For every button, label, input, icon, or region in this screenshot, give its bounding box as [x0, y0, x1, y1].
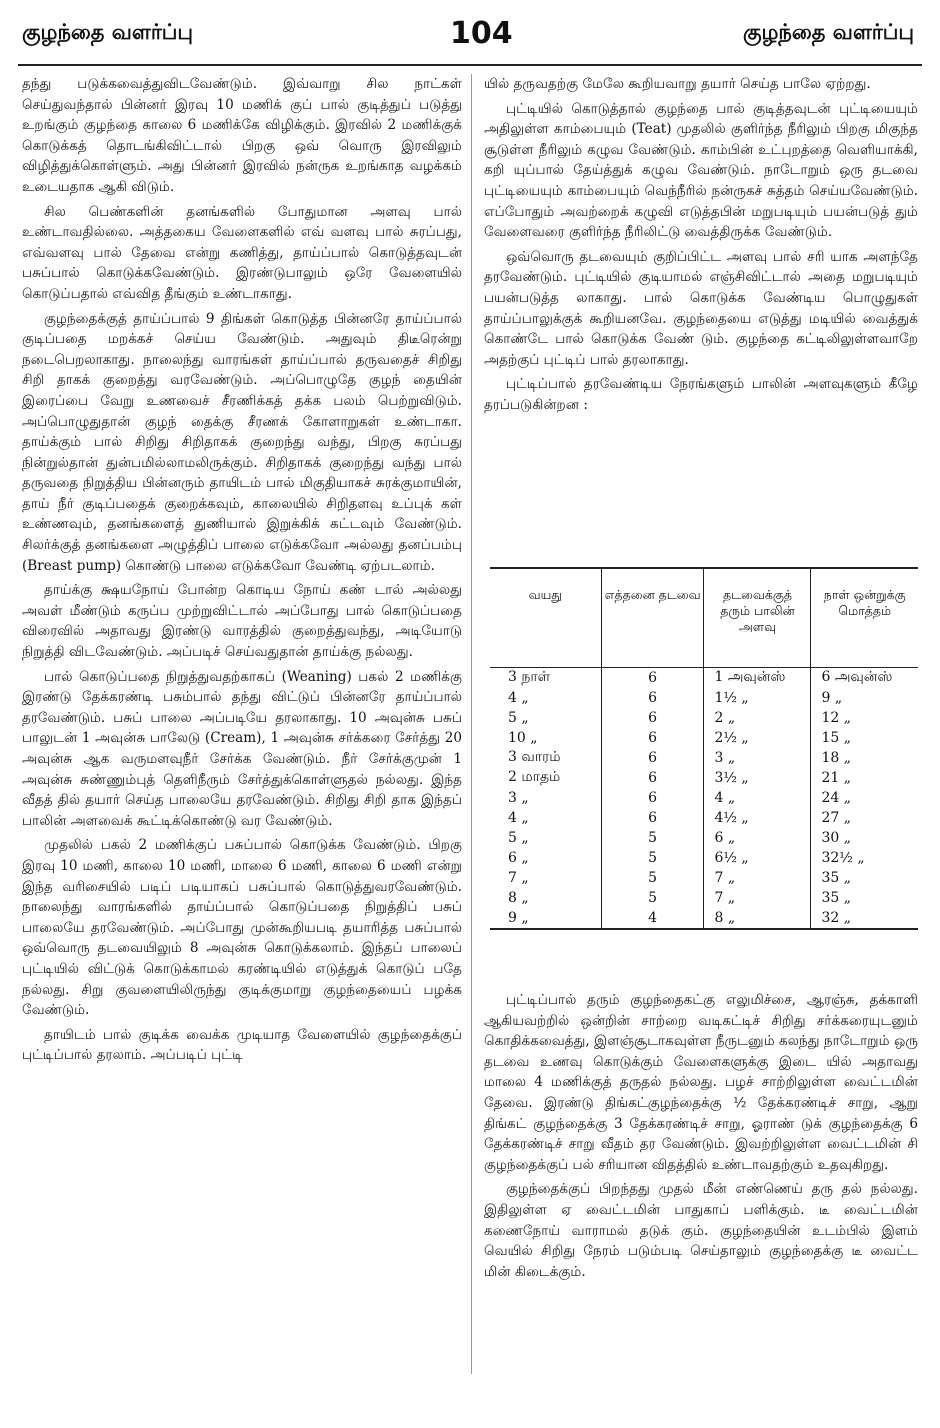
- page-header: [0, 0, 940, 72]
- paragraph: புட்டிப்பால் தரும் குழந்தைகட்கு எலுமிச்சை, ஆரஞ்சு, தக்காளி ஆகியவற்றில் ஒன்றின் சாற்றை வடிகட்டிச் சிறிது சர்க்கரையுடனும் கொதிக்கவைத்து, இளஞ்சூடாகவுள்ள நீருடனும் கலந்து நாடோறும் ஒரு தடவை உணவு கொடுக்கும் வேளைகளுக்கு இடை யில் அதாவது மாலை 4 மணிக்குத் தருதல் நல்லது. பழச் சாற்றிலுள்ள வைட்டமின் தேவை. இரண்டு திங்கட்குழந்தைக்கு ½ தேக்கரண்டிச் சாறு, ஆறு திங்கட் குழந்தைக்கு 3 தேக்கரண்டிச் சாறு, ஓராண் டுக் குழந்தைக்கு 6 தேக்கரண்டிச் சாறு வீதம் தர வேண்டும். இவற்றிலுள்ள வைட்டமின் சி குழந்தைக்குப் பல் சரியான விதத்தில் உண்டாவதற்கும் உதவுகிறது.: [484, 992, 918, 1173]
- table-bottom-rule: [490, 928, 918, 930]
- cell-times: 5: [601, 848, 704, 868]
- cell-times: 4: [601, 908, 704, 928]
- paragraph: புட்டியில் கொடுத்தால் குழந்தை பால் குடித்தவுடன் புட்டியையும் அதிலுள்ள காம்பையும் (Teat) முதலில் குளிர்ந்த நீரிலும் பிறகு மிகுந்த சூடுள்ள நீரிலும் கழுவ வேண்டும். காம்பின் உட்புறத்தை வெளியாக்கி, கறி யுப்பால் தேய்த்துக் கழுவ வேண்டும். நாடோறும் ஒரு தடவை புட்டியையும் காம்பையும் வெந்நீரில் நன்ருகச் சுத்தம் செய்யவேண்டும். எப்போதும் அவற்றைக் கழுவி எடுத்தபின் மறுபடியும் பயன்படுத் தும் வேளைவரை குளிர்ந்த நீரிலிட்டு வைத்திருக்க வேண்டும்.: [484, 100, 918, 241]
- table-row: [490, 688, 918, 708]
- cell-age: 4 „: [490, 808, 601, 828]
- table-row: [490, 828, 918, 848]
- cell-total: 18 „: [821, 750, 852, 766]
- header-total: நாள் ஒன்றுக்கு மொத்தம்: [823, 587, 906, 618]
- cell-total: 6 அவுன்ஸ்: [811, 668, 918, 689]
- cell-amount: 2 „: [704, 708, 811, 728]
- cell-total: 35 „: [821, 870, 852, 886]
- cell-age: 3 „: [490, 788, 601, 808]
- cell-times: 6: [601, 668, 704, 689]
- running-title-left: குழந்தை வளர்ப்பு: [22, 20, 194, 44]
- right-column-bottom: [484, 990, 918, 1286]
- cell-times: 5: [601, 868, 704, 888]
- header-amount: தடவைக்குத் தரும் பாலின் அளவு: [704, 569, 811, 668]
- cell-times: 6: [601, 768, 704, 788]
- cell-age: 2 மாதம்: [490, 768, 601, 788]
- cell-amount: 6½ „: [704, 848, 811, 868]
- cell-amount: 3½ „: [704, 768, 811, 788]
- cell-total: 35 „: [821, 890, 852, 906]
- column-divider: [471, 74, 472, 1374]
- cell-times: 6: [601, 748, 704, 768]
- cell-times: 6: [601, 728, 704, 748]
- cell-total: 32 „: [821, 910, 852, 926]
- cell-times: 5: [601, 828, 704, 848]
- page-number: 104: [450, 16, 513, 51]
- cell-amount: 8 „: [704, 908, 811, 928]
- cell-age: 4 „: [490, 688, 601, 708]
- paragraph: சில பெண்களின் தனங்களில் போதுமான அளவு பால் உண்டாவதில்லை. அத்தகைய வேளைகளில் எவ் வளவு பால் சுரப்பது, எவ்வளவு பால் தேவை என்று கணித்து, தாய்ப்பால் கொடுத்தவுடன் பசுப்பால் கொடுக்கவேண்டும். இரண்டுபாலும் ஒரே வேளையில் கொடுப்பதால் எவ்வித தீங்கும் உண்டாகாது.: [22, 203, 462, 302]
- cell-amount: 1½ „: [704, 688, 811, 708]
- cell-total: 21 „: [821, 770, 852, 786]
- left-column: [22, 74, 462, 1070]
- cell-total: 30 „: [821, 830, 852, 846]
- table-row: [490, 868, 918, 888]
- cell-total: 32½ „: [821, 850, 865, 866]
- cell-times: 5: [601, 888, 704, 908]
- cell-times: 6: [601, 808, 704, 828]
- paragraph: முதலில் பகல் 2 மணிக்குப் பசுப்பால் கொடுக்க வேண்டும். பிறகு இரவு 10 மணி, காலை 10 மணி, மாலை 6 மணி, காலை 6 மணி என்று இந்த வரிசையில் படிப் படியாகப் பசுப்பால் கொடுத்துவரவேண்டும். நாலைந்து வாரங்களில் தாய்ப்பால் கொடுப்பதை நிறுத்திப் பசுப் பாலையே தரவேண்டும். அப்போது முன்கூறியபடி தயாரித்த பசுப்பால் ஒவ்வொரு தடவையிலும் 8 அவுன்சு கொடுக்கலாம். இந்தப் பாலைப் புட்டியில் விட்டுக் கொடுக்காமல் கரண்டியில் எடுத்துக் கொடுப் பதே நல்லது. சிறு குவளையிலிருந்து குடிக்குமாறு குழந்தையைப் பழக்க வேண்டும்.: [22, 837, 462, 1019]
- cell-times: 6: [601, 708, 704, 728]
- cell-amount: 6 „: [704, 828, 811, 848]
- header-age: வயது: [490, 569, 601, 668]
- schedule-table: [490, 569, 918, 928]
- cell-age: 7 „: [490, 868, 601, 888]
- running-title-right: குழந்தை வளர்ப்பு: [742, 20, 914, 44]
- paragraph: தாய்க்கு க்ஷயநோய் போன்ற கொடிய நோய் கண் டால் அல்லது அவள் மீண்டும் கருப்ப முற்றுவிட்டால் அப்போது பால் கொடுப்பதை விரைவில் அதாவது இரண்டு வாரத்தில் குறைத்துவந்து, அடியோடு நிறுத்தி விடவேண்டும். அப்படிச் செய்வதுதான் தாய்க்கு நல்லது.: [22, 582, 462, 661]
- cell-total: 12 „: [821, 710, 852, 726]
- paragraph: புட்டிப்பால் தரவேண்டிய நேரங்களும் பாலின் அளவுகளும் கீழே தரப்படுகின்றன :: [484, 376, 918, 413]
- paragraph: தந்து படுக்கவைத்துவிடவேண்டும். இவ்வாறு சில நாட்கள் செய்துவந்தால் பின்னர் இரவு 10 மணிக் குப் பால் குடித்துப் படுத்து உறங்கும் குழந்தை காலை 6 மணிக்கே விழிக்கும். இரவில் 2 மணிக்குக் கொடுக்கத் தொடங்கிவிட்டால் பிறகு ஒவ் வொரு இரவிலும் விழித்துக்கொள்ளும். அது பின்னர் இரவில் நன்ருக உறங்காத வழக்கம் உடையதாக ஆகி விடும்.: [22, 76, 462, 195]
- cell-total: 9 „: [821, 690, 843, 706]
- paragraph: பால் கொடுப்பதை நிறுத்துவதற்காகப் (Weaning) பகல் 2 மணிக்கு இரண்டு தேக்கரண்டி பசும்பால் தந்து விட்டுப் பின்னரே தாய்ப்பால் தரவேண்டும். பசுப் பாலை அப்படியே தரலாகாது. 10 அவுன்சு பசுப் பாலுடன் 1 அவுன்சு பாலேடு (Cream), 1 அவுன்சு சர்க்கரை சேர்த்து 20 அவுன்சு ஆக வருமளவுநீர் சேர்க்க வேண்டும். நீர் சேர்க்குமுன் 1 அவுன்சு சுண்ணும்புத் தெளிநீரும் சேர்த்துக்கொள்ளுதல் நல்லது. இந்த வீதத் தில் தயார் செய்த பாலையே தரவேண்டும். சிறிது சிறி தாக இந்தப் பாலின் அளவைக் கூட்டிக்கொண்டு வர வேண்டும்.: [22, 668, 462, 829]
- cell-amount: 2½ „: [704, 728, 811, 748]
- table-row: [490, 788, 918, 808]
- cell-age: 6 „: [490, 848, 601, 868]
- table-header-row: [490, 569, 918, 668]
- table-row: [490, 768, 918, 788]
- cell-amount: 4½ „: [704, 808, 811, 828]
- cell-amount: 3 „: [704, 748, 811, 768]
- table-row: [490, 888, 918, 908]
- cell-times: 6: [601, 788, 704, 808]
- cell-age: 10 „: [490, 728, 601, 748]
- feeding-schedule-table: [490, 567, 918, 930]
- cell-total: 27 „: [821, 810, 852, 826]
- cell-age: 5 „: [490, 828, 601, 848]
- cell-age: 5 „: [490, 708, 601, 728]
- table-row: [490, 908, 918, 928]
- paragraph: தாயிடம் பால் குடிக்க வைக்க முடியாத வேளையில் குழந்தைக்குப் புட்டிப்பால் தரலாம். அப்படிப் புட்டி: [22, 1026, 462, 1064]
- table-row: [490, 748, 918, 768]
- table-row: [490, 728, 918, 748]
- cell-amount: 7 „: [704, 888, 811, 908]
- cell-age: 9 „: [490, 908, 601, 928]
- cell-times: 6: [601, 688, 704, 708]
- paragraph: யில் தருவதற்கு மேலே கூறியவாறு தயார் செய்த பாலே ஏற்றது.: [484, 76, 871, 92]
- paragraph: குழந்தைக்குப் பிறந்தது முதல் மீன் எண்ணெய் தரு தல் நல்லது. இதிலுள்ள ஏ வைட்டமின் பாதுகாப் பளிக்கும். டீ வைட்டமின் கணைநோய் வாராமல் தடுக் கும். குழந்தையின் உடம்பில் இளம் வெயில் சிறிது நேரம் படும்படி செய்தாலும் குழந்தைக்கு டீ வைட்ட மின் கிடைக்கும்.: [484, 1181, 918, 1280]
- table-row: [490, 808, 918, 828]
- paragraph: குழந்தைக்குத் தாய்ப்பால் 9 திங்கள் கொடுத்த பின்னரே தாய்ப்பால் குடிப்பதை மறக்கச் செய்ய வேண்டும். அதுவும் திடீரென்று நடைபெறலாகாது. நாலைந்து வாரங்கள் தாய்ப்பால் தருவதைச் சிறிது சிறி தாகக் குறைத்து வரவேண்டும். அப்பொழுதே குழந் தையின் இரைப்பை வேறு உணவைச் சீரணிக்கத் தக்க பலம் பெற்றுவிடும். அப்பொழுதுதான் குழந் தைக்கு சீரணக் கோளாறுகள் உண்டாகா. தாய்க்கும் பால் சிறிது சிறிதாகக் குறைந்து வந்து, பிறகு சுரப்பது நின்றுல்தான் துன்பமில்லாமலிருக்கும். சிறிதாகக் குறைந்து வந்து பால் தருவதை நிறுத்திய பின்னரும் தாயிடம் பால் மிகுதியாகச் சுரக்குமாயின், தாய் நீர் குடிப்பதைக் குறைக்கவும், காலையில் சிறிதளவு உப்புக் கள் உண்ணவும், தனங்களைத் துணியால் இறுக்கிக் கட்டவும் வேண்டும். சிலர்க்குத் தனங்களை அழுத்திப் பாலை எடுக்கவோ அல்லது தனப்பம்பு (Breast pump) கொண்டு பாலை எடுக்கவோ வேண்டி ஏற்படலாம்.: [22, 310, 462, 574]
- header-rule: [18, 64, 922, 66]
- paragraph: ஒவ்வொரு தடவையும் குறிப்பிட்ட அளவு பால் சரி யாக அளந்தே தரவேண்டும். புட்டியில் குடியாமல் எஞ்சிவிட்டால் அதை மறுபடியும் பயன்படுத்த லாகாது. பால் கொடுக்க வேண்டிய பொழுதுகள் தாய்ப்பாலுக்குக் கூறியனவே. குழந்தையை எடுத்து மடியில் வைத்துக் கொண்டே பால் கொடுக்க வேண் டும். குழந்தை கட்டிலிலுள்ளவாறே அதற்குப் புட்டிப் பால் தரலாகாது.: [484, 248, 918, 368]
- cell-amount: 4 „: [704, 788, 811, 808]
- table-row: [490, 848, 918, 868]
- header-times: எத்தனை தடவை: [601, 569, 704, 668]
- cell-total: 15 „: [821, 730, 852, 746]
- cell-age: 3 நாள்: [490, 668, 601, 689]
- cell-total: 24 „: [821, 790, 852, 806]
- cell-age: 3 வாரம்: [490, 748, 601, 768]
- cell-amount: 7 „: [704, 868, 811, 888]
- cell-age: 8 „: [490, 888, 601, 908]
- cell-amount: 1 அவுன்ஸ்: [704, 668, 811, 689]
- right-column-top: [484, 74, 918, 420]
- table-body: [490, 668, 918, 929]
- table-row: [490, 708, 918, 728]
- table-row: [490, 668, 918, 689]
